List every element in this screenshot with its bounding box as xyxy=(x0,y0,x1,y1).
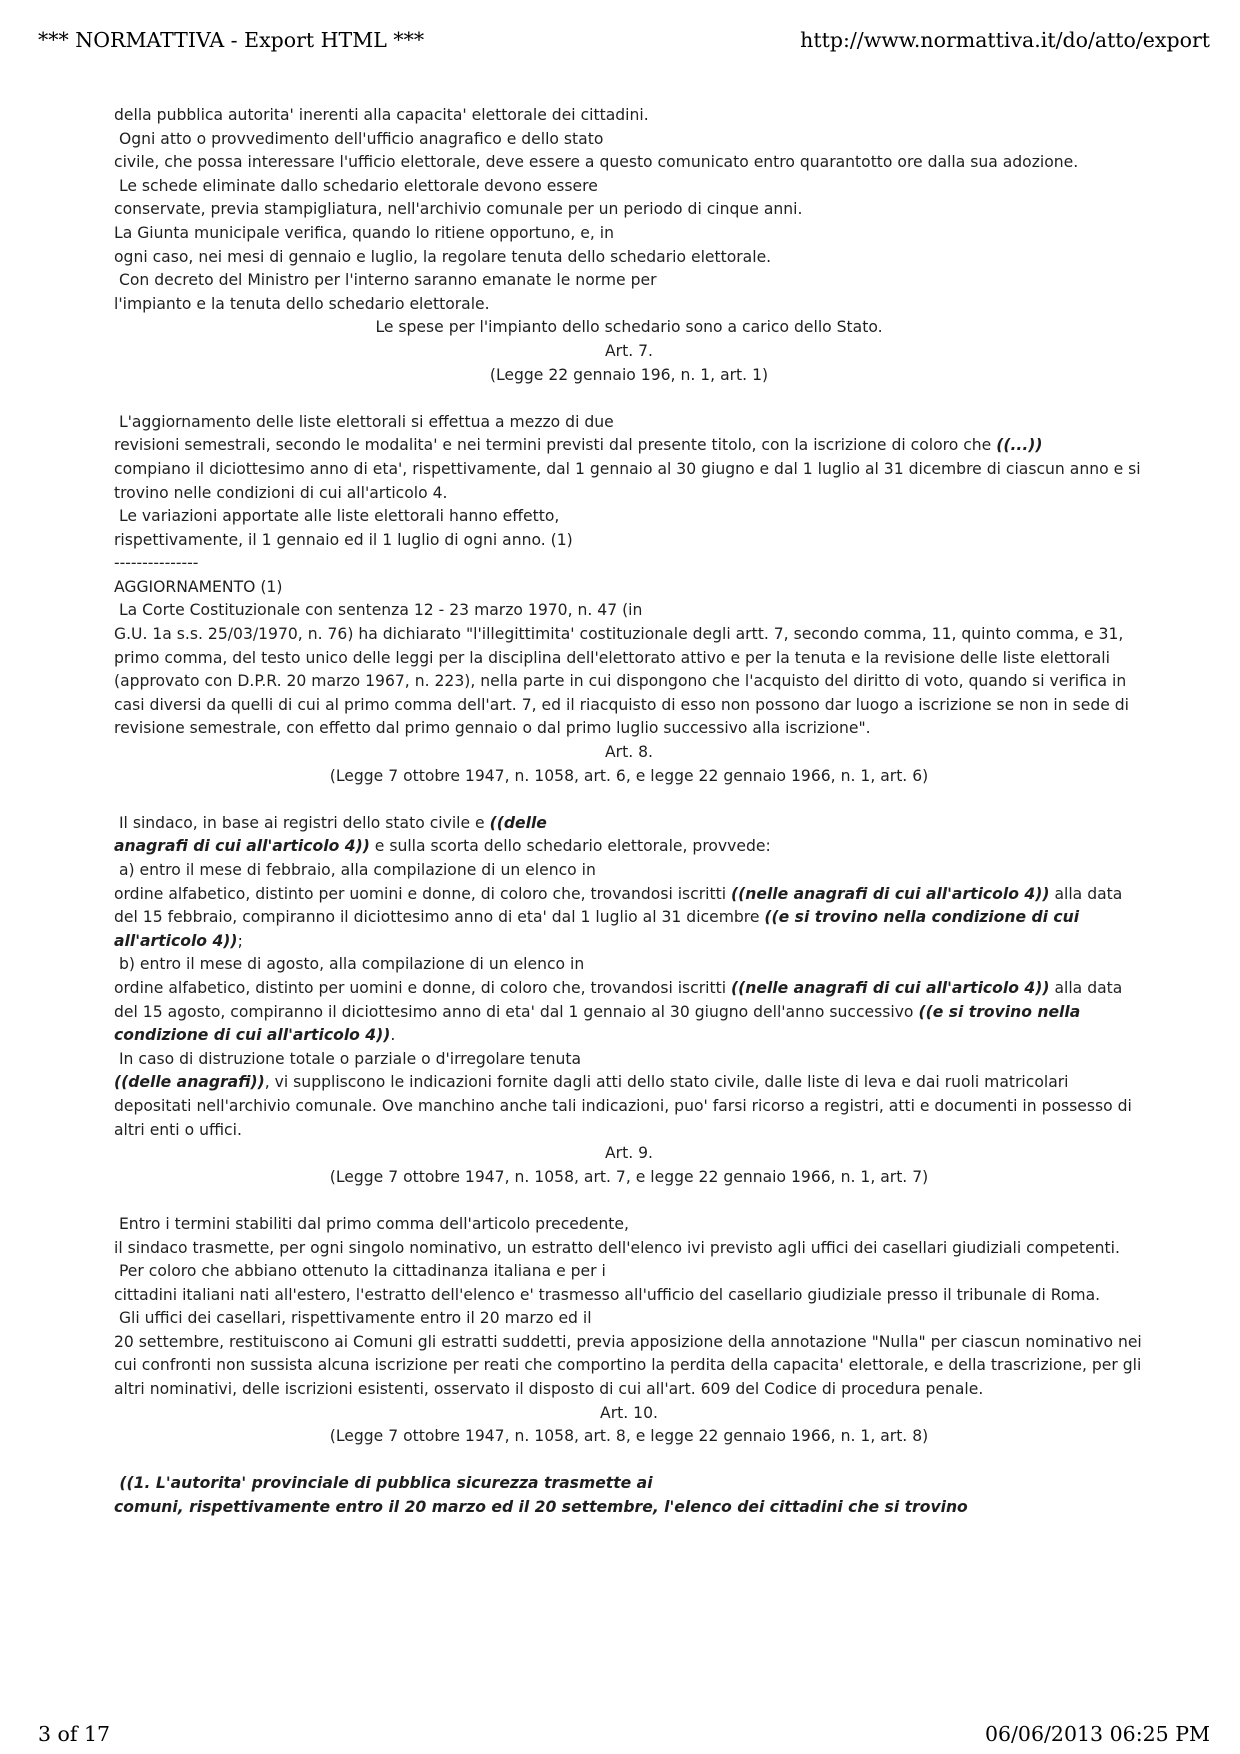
text-run: ordine alfabetico, distinto per uomini e donne, di coloro che, trovandosi iscritti xyxy=(114,978,732,997)
text-line: G.U. 1a s.s. 25/03/1970, n. 76) ha dichiarato "l'illegittimita' costituzionale degli artt. 7, secondo comma, 11, quinto comma, e 31, primo comma, del testo unico delle leggi per la disciplina dell'elettorato attivo e per la tenuta e la revisione delle liste elettorali (approvato con D.P.R. 20 marzo 1967, n. 223), nella parte in cui dispongono che l'acquisto del diritto di voto, quando si verifica in casi diversi da quelli di cui al primo comma dell'art. 7, ed il riacquisto di esso non possono dar luogo a iscrizione se non in sede di revisione semestrale, con effetto dal primo gennaio o dal primo luglio successivo alla iscrizione". xyxy=(114,625,1130,738)
text-run: Il sindaco, in base ai registri dello stato civile e xyxy=(114,813,490,832)
text-line xyxy=(114,1071,1144,1142)
text-line: Le schede eliminate dallo schedario elettorale devono essere xyxy=(114,176,598,195)
article-7-title: Art. 7. xyxy=(605,341,653,360)
article-9-title: Art. 9. xyxy=(605,1144,653,1163)
export-header-title: *** NORMATTIVA - Export HTML *** xyxy=(38,28,425,52)
text-line: L'aggiornamento delle liste elettorali si effettua a mezzo di due xyxy=(114,412,614,431)
text-line: ogni caso, nei mesi di gennaio e luglio, la regolare tenuta dello schedario elettorale. xyxy=(114,247,772,266)
text-line: il sindaco trasmette, per ogni singolo nominativo, un estratto dell'elenco ivi previsto agli uffici dei casellari giudiziali competenti. xyxy=(114,1238,1120,1257)
text-run: ; xyxy=(237,931,243,950)
amendment-text: ((nelle anagrafi di cui all'articolo 4)) xyxy=(731,884,1050,903)
text-line xyxy=(114,835,1144,859)
amendment-text: ((delle xyxy=(489,813,547,832)
amendment-text: anagrafi di cui all'articolo 4)) xyxy=(114,837,370,856)
text-run: alla data del 15 febbraio, compiranno il diciottesimo anno di eta' dal 1 luglio al 31 dicembre xyxy=(114,884,1123,927)
separator-line: --------------- xyxy=(114,554,199,573)
article-10-reference: (Legge 7 ottobre 1947, n. 1058, art. 8, e legge 22 gennaio 1966, n. 1, art. 8) xyxy=(329,1427,929,1446)
article-9-reference: (Legge 7 ottobre 1947, n. 1058, art. 7, e legge 22 gennaio 1966, n. 1, art. 7) xyxy=(329,1167,929,1186)
text-line: Entro i termini stabiliti dal primo comma dell'articolo precedente, xyxy=(114,1214,629,1233)
update-heading: AGGIORNAMENTO (1) xyxy=(114,577,283,596)
text-line: Per coloro che abbiano ottenuto la cittadinanza italiana e per i xyxy=(114,1262,606,1281)
text-line: civile, che possa interessare l'ufficio elettorale, deve essere a questo comunicato entro quarantotto ore dalla sua adozione. xyxy=(114,153,1079,172)
text-run: . xyxy=(390,1026,396,1045)
export-timestamp: 06/06/2013 06:25 PM xyxy=(984,1722,1210,1746)
text-line: rispettivamente, il 1 gennaio ed il 1 luglio di ogni anno. (1) xyxy=(114,530,573,549)
text-line: In caso di distruzione totale o parziale o d'irregolare tenuta xyxy=(114,1049,582,1068)
amendment-text: ((e si trovino nella condizione di cui all'articolo 4)) xyxy=(114,1002,1081,1045)
document-body xyxy=(114,104,1144,1520)
export-header-url[interactable]: http://www.normattiva.it/do/atto/export xyxy=(800,28,1210,52)
text-line: Ogni atto o provvedimento dell'ufficio anagrafico e dello stato xyxy=(114,129,604,148)
text-line: della pubblica autorita' inerenti alla capacita' elettorale dei cittadini. xyxy=(114,106,649,124)
article-10-title: Art. 10. xyxy=(600,1403,658,1422)
amendment-text: comuni, rispettivamente entro il 20 marzo ed il 20 settembre, l'elenco dei cittadini che si trovino xyxy=(114,1498,968,1517)
text-line xyxy=(114,434,1144,458)
text-line xyxy=(114,977,1144,1048)
text-line: La Corte Costituzionale con sentenza 12 - 23 marzo 1970, n. 47 (in xyxy=(114,601,643,620)
text-run: , vi suppliscono le indicazioni fornite dagli atti dello stato civile, dalle liste di leva e dai ruoli matricolari depositati nell'archivio comunale. Ove manchino anche tali indicazioni, puo' farsi ricorso a registri, atti e documenti in possesso di altri enti o uffici. xyxy=(114,1073,1132,1139)
text-run: alla data del 15 agosto, compiranno il diciottesimo anno di eta' dal 1 gennaio al 30 giugno dell'anno successivo xyxy=(114,978,1123,1021)
text-line: l'impianto e la tenuta dello schedario elettorale. xyxy=(114,294,490,313)
text-line: La Giunta municipale verifica, quando lo ritiene opportuno, e, in xyxy=(114,223,614,242)
text-line: b) entro il mese di agosto, alla compilazione di un elenco in xyxy=(114,955,585,974)
text-run: revisioni semestrali, secondo le modalita' e nei termini previsti dal presente titolo, con la iscrizione di coloro che xyxy=(114,436,997,455)
text-line: Gli uffici dei casellari, rispettivamente entro il 20 marzo ed il xyxy=(114,1309,592,1328)
text-run: e sulla scorta dello schedario elettorale, provvede: xyxy=(369,837,771,856)
article-8-reference: (Legge 7 ottobre 1947, n. 1058, art. 6, e legge 22 gennaio 1966, n. 1, art. 6) xyxy=(329,766,929,785)
amendment-text: ((1. L'autorita' provinciale di pubblica sicurezza trasmette ai xyxy=(114,1474,653,1493)
article-8-title: Art. 8. xyxy=(605,743,653,762)
text-line: a) entro il mese di febbraio, alla compilazione di un elenco in xyxy=(114,861,596,879)
amendment-text: ((e si trovino nella condizione di cui all'articolo 4)) xyxy=(114,908,1080,950)
text-line: compiano il diciottesimo anno di eta', rispettivamente, dal 1 gennaio al 30 giugno e dal 1 luglio al 31 dicembre di ciascun anno e si trovino nelle condizioni di cui all'articolo 4. xyxy=(114,459,1141,502)
text-line: Le spese per l'impianto dello schedario sono a carico dello Stato. xyxy=(375,318,883,337)
text-line: 20 settembre, restituiscono ai Comuni gli estratti suddetti, previa apposizione della annotazione "Nulla" per ciascun nominativo nei cui confronti non sussista alcuna iscrizione per reati che comportino la perdita della capacita' elettorale, e della trascrizione, per gli altri nominativi, delle iscrizioni esistenti, osservato il disposto di cui all'art. 609 del Codice di procedura penale. xyxy=(114,1332,1142,1399)
amendment-text: ((nelle anagrafi di cui all'articolo 4)) xyxy=(731,978,1050,997)
article-7-reference: (Legge 22 gennaio 196, n. 1, art. 1) xyxy=(489,365,769,384)
page-counter: 3 of 17 xyxy=(38,1722,111,1746)
text-line xyxy=(114,812,1144,836)
text-line: Con decreto del Ministro per l'interno saranno emanate le norme per xyxy=(114,271,657,290)
text-line: conservate, previa stampigliatura, nell'archivio comunale per un periodo di cinque anni. xyxy=(114,200,803,219)
text-line: Le variazioni apportate alle liste elettorali hanno effetto, xyxy=(114,507,560,526)
text-line: cittadini italiani nati all'estero, l'estratto dell'elenco e' trasmesso all'ufficio del casellario giudiziale presso il tribunale di Roma. xyxy=(114,1285,1101,1304)
amendment-text: ((delle anagrafi)) xyxy=(114,1073,265,1092)
text-run: ordine alfabetico, distinto per uomini e donne, di coloro che, trovandosi iscritti xyxy=(114,884,732,903)
amendment-marker: ((...)) xyxy=(996,436,1043,455)
text-line xyxy=(114,883,1144,954)
